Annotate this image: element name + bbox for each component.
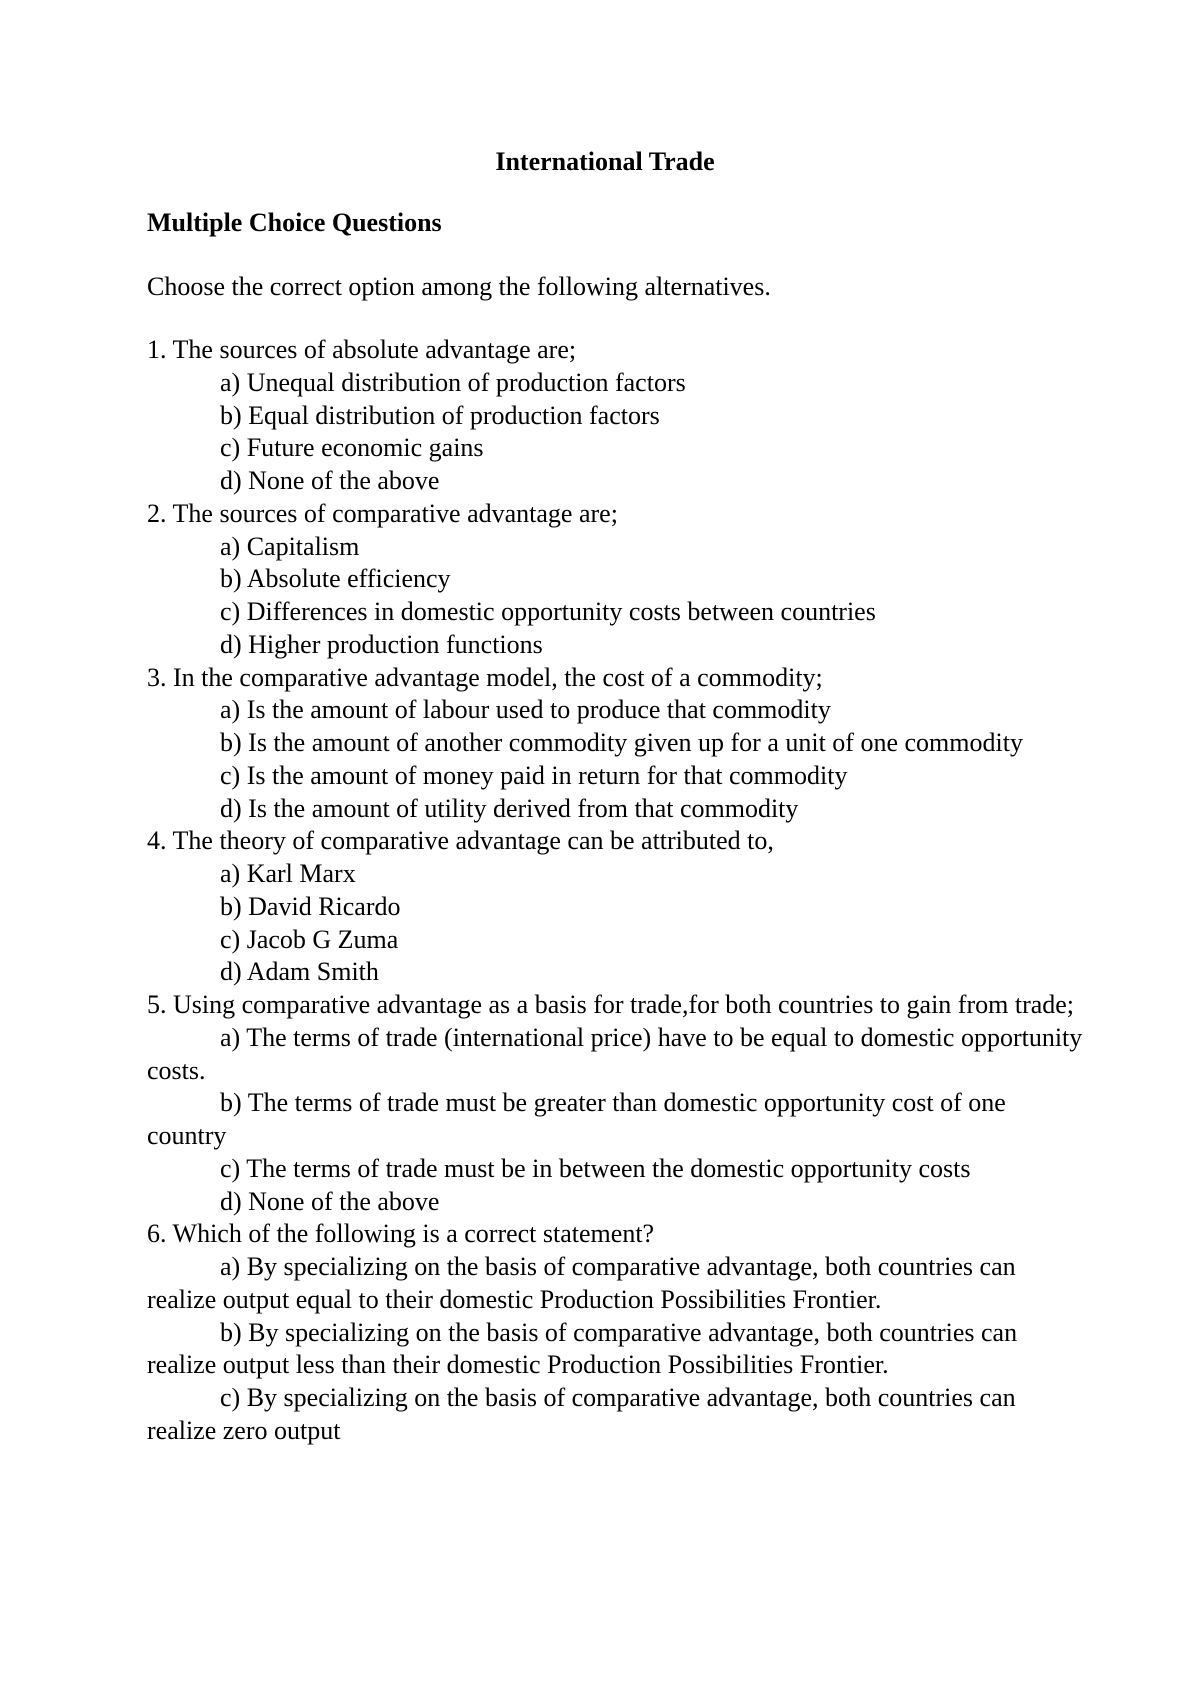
answer-option: c) Future economic gains	[220, 433, 484, 463]
answer-option: a) Capitalism	[220, 531, 360, 561]
answer-option: c) Jacob G Zuma	[220, 924, 399, 954]
answer-option: d) None of the above	[220, 1186, 440, 1216]
question-block	[147, 334, 1087, 498]
question-text: 1. The sources of absolute advantage are;	[147, 335, 577, 364]
answer-option: d) Higher production functions	[220, 629, 543, 659]
answer-option: a) Karl Marx	[220, 859, 356, 888]
question-text: 3. In the comparative advantage model, the cost of a commodity;	[147, 662, 823, 692]
answer-option: b) Equal distribution of production factors	[220, 400, 660, 430]
question-block	[147, 825, 1087, 989]
answer-option: a) Is the amount of labour used to produce that commodity	[220, 695, 831, 725]
answer-option: b) By specializing on the basis of comparative advantage, both countries can realize output less than their domestic Production Possibilities Frontier.	[147, 1317, 1018, 1380]
answer-option: a) The terms of trade (international price) have to be equal to domestic opportunity costs.	[147, 1022, 1083, 1085]
question-text: 6. Which of the following is a correct statement?	[147, 1219, 655, 1249]
question-text: 2. The sources of comparative advantage are;	[147, 498, 618, 528]
answer-option: b) Is the amount of another commodity given up for a unit of one commodity	[220, 728, 1023, 757]
answer-option: b) David Ricardo	[220, 891, 401, 921]
document-title: International Trade	[495, 147, 715, 176]
answer-option: b) The terms of trade must be greater than domestic opportunity cost of one country	[147, 1088, 1006, 1150]
answer-option: a) By specializing on the basis of comparative advantage, both countries can realize output equal to their domestic Production Possibilities Frontier.	[147, 1252, 1016, 1314]
question-list	[147, 334, 1087, 1448]
question-block	[147, 498, 1087, 662]
answer-option: c) Differences in domestic opportunity costs between countries	[220, 597, 876, 626]
answer-option: c) The terms of trade must be in between the domestic opportunity costs	[220, 1153, 971, 1183]
question-text: 4. The theory of comparative advantage can be attributed to,	[147, 826, 774, 856]
section-heading: Multiple Choice Questions	[147, 208, 442, 237]
answer-option: d) Adam Smith	[220, 957, 379, 987]
question-block	[147, 1218, 1087, 1447]
instruction-text: Choose the correct option among the following alternatives.	[147, 272, 771, 301]
answer-option: a) Unequal distribution of production factors	[220, 367, 686, 397]
answer-option: c) Is the amount of money paid in return for that commodity	[220, 760, 848, 790]
answer-option: d) None of the above	[220, 466, 440, 495]
question-block	[147, 662, 1087, 826]
answer-option: b) Absolute efficiency	[220, 564, 451, 594]
question-text: 5. Using comparative advantage as a basis for trade,for both countries to gain from trade;	[147, 990, 1075, 1019]
answer-option: c) By specializing on the basis of comparative advantage, both countries can realize zero output	[147, 1383, 1016, 1445]
answer-option: d) Is the amount of utility derived from that commodity	[220, 793, 799, 823]
question-block	[147, 989, 1087, 1218]
